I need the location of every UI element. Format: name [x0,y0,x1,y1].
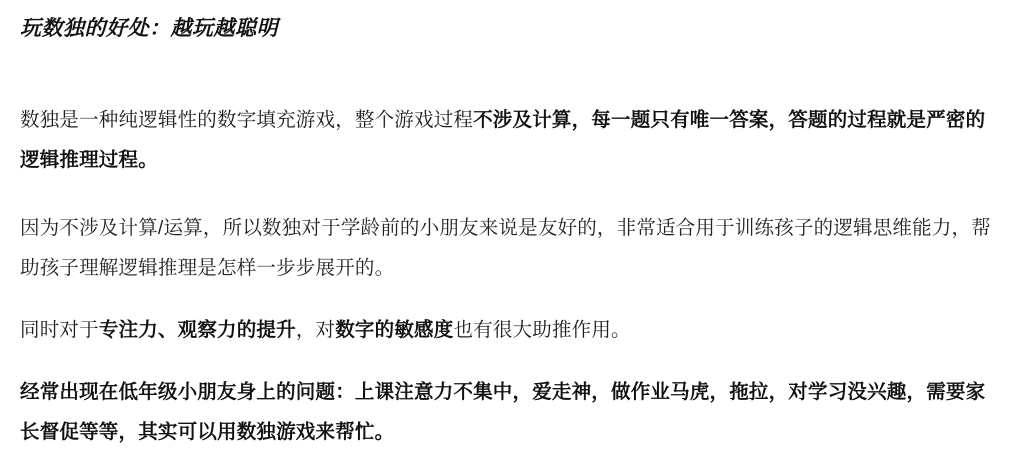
text-segment: 经常出现在低年级小朋友身上的问题：上课注意力不集中，爱走神，做作业马虎，拖拉，对学习没兴趣，需要家长督促等等，其实可以用数独游戏来帮忙。 [20,381,986,443]
text-segment: 因为不涉及计算/运算，所以数独对于学龄前的小朋友来说是友好的，非常适合用于训练孩子的逻辑思维能力，帮助孩子理解逻辑推理是怎样一步步展开的。 [20,217,991,279]
paragraph-1 [20,100,996,180]
text-segment: 数独是一种纯逻辑性的数字填充游戏，整个游戏过程 [20,109,474,131]
page-title: 玩数独的好处：越玩越聪明 [20,17,278,40]
text-segment: 也有很大助推作用。 [453,319,631,341]
text-segment: 专注力、观察力的提升 [98,319,296,341]
text-segment: ，对 [295,319,336,341]
paragraph-4 [20,372,996,452]
text-segment: 同时对于 [20,319,99,341]
paragraph-3 [20,310,996,350]
text-segment: 数字的敏感度 [335,319,454,341]
paragraph-2 [20,208,996,288]
text-segment: 不涉及计算，每一题只有唯一答案，答题的过程就是严密的逻辑推理过程。 [20,109,986,171]
